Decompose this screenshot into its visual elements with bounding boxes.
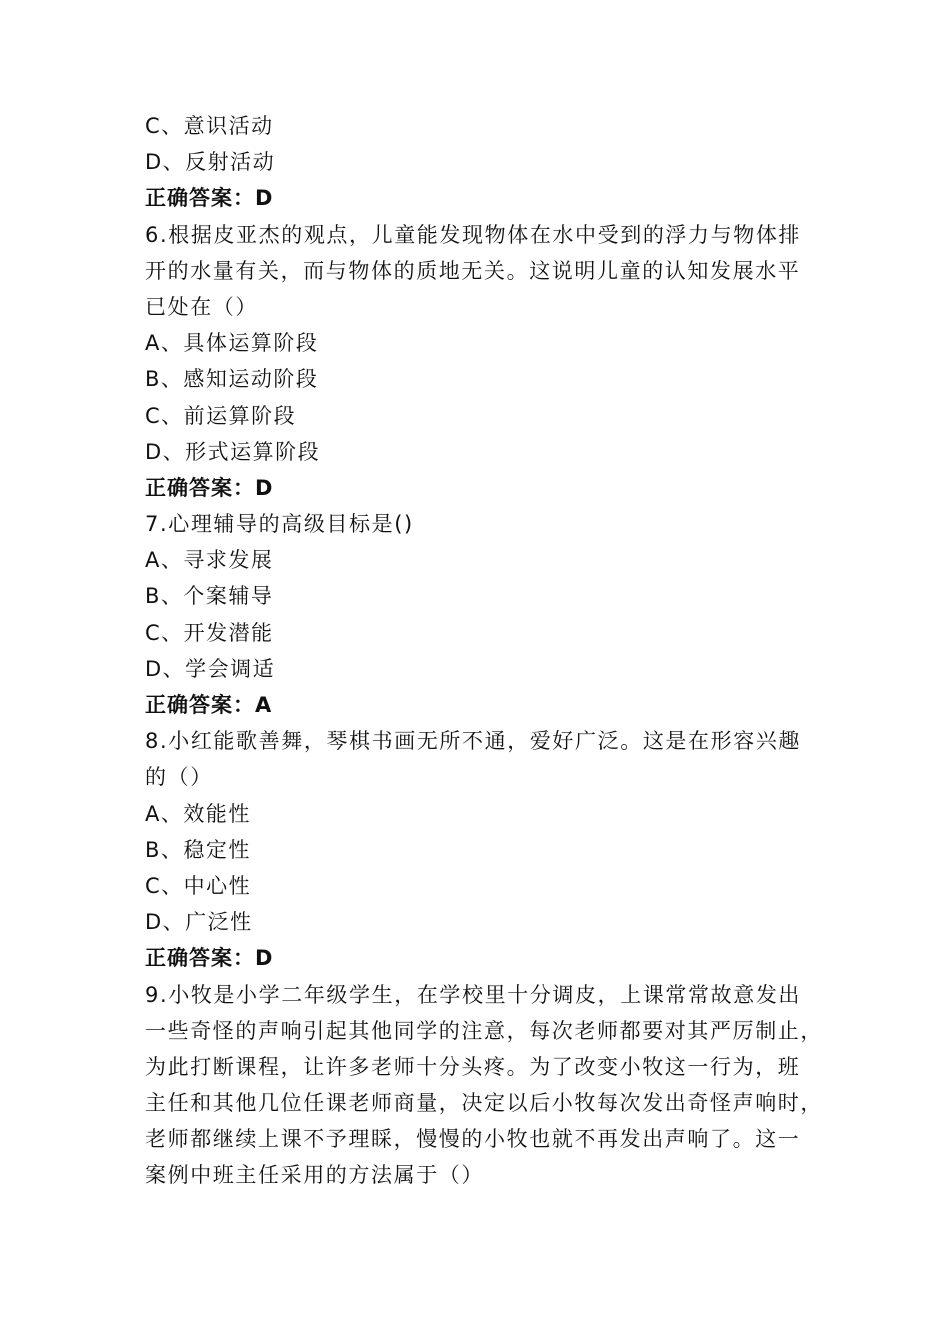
q6-stem-line-2: 开的水量有关，而与物体的质地无关。这说明儿童的认知发展水平 — [145, 258, 801, 283]
document-page — [145, 108, 825, 1194]
q9-stem-line-6: 案例中班主任采用的方法属于（） — [145, 1163, 484, 1188]
q8-stem-line-2: 的（） — [145, 765, 213, 790]
q9-stem-line-3: 为此打断课程，让许多老师十分头疼。为了改变小牧这一行为，班 — [145, 1054, 801, 1079]
q6-answer: 正确答案：D — [145, 475, 274, 500]
q7-option-a: A、寻求发展 — [145, 548, 274, 573]
q9-stem-line-1: 9.小牧是小学二年级学生，在学校里十分调皮，上课常常故意发出 — [145, 982, 802, 1007]
q5-option-c: C、意识活动 — [145, 114, 274, 138]
q6-option-b: B、感知运动阶段 — [145, 367, 319, 392]
q6-option-d: D、形式运算阶段 — [145, 439, 321, 464]
q8-option-a: A、效能性 — [145, 801, 251, 826]
q8-stem-line-1: 8.小红能歌善舞，琴棋书画无所不通，爱好广泛。这是在形容兴趣 — [145, 729, 802, 754]
q6-option-a: A、具体运算阶段 — [145, 331, 319, 356]
q7-option-d: D、学会调适 — [145, 656, 276, 681]
q8-option-d: D、广泛性 — [145, 910, 253, 935]
q8-answer: 正确答案：D — [145, 946, 274, 971]
q6-option-c: C、前运算阶段 — [145, 403, 297, 428]
q7-answer: 正确答案：A — [145, 693, 273, 717]
q7-option-b: B、个案辅导 — [145, 584, 274, 609]
q5-option-d: D、反射活动 — [145, 150, 276, 175]
q8-option-c: C、中心性 — [145, 873, 252, 898]
q7-stem-line-1: 7.心理辅导的高级目标是() — [145, 512, 414, 537]
q9-stem-line-4: 主任和其他几位任课老师商量，决定以后小牧每次发出奇怪声响时， — [145, 1091, 823, 1116]
q9-stem-line-2: 一些奇怪的声响引起其他同学的注意，每次老师都要对其严厉制止， — [145, 1018, 823, 1043]
q8-option-b: B、稳定性 — [145, 837, 251, 862]
q5-answer: 正确答案：D — [145, 186, 274, 211]
q6-stem-line-1: 6.根据皮亚杰的观点，儿童能发现物体在水中受到的浮力与物体排 — [145, 222, 802, 247]
q7-option-c: C、开发潜能 — [145, 620, 274, 645]
q9-stem-line-5: 老师都继续上课不予理睬，慢慢的小牧也就不再发出声响了。这一 — [145, 1127, 801, 1152]
q6-stem-line-3: 已处在（） — [145, 294, 258, 319]
